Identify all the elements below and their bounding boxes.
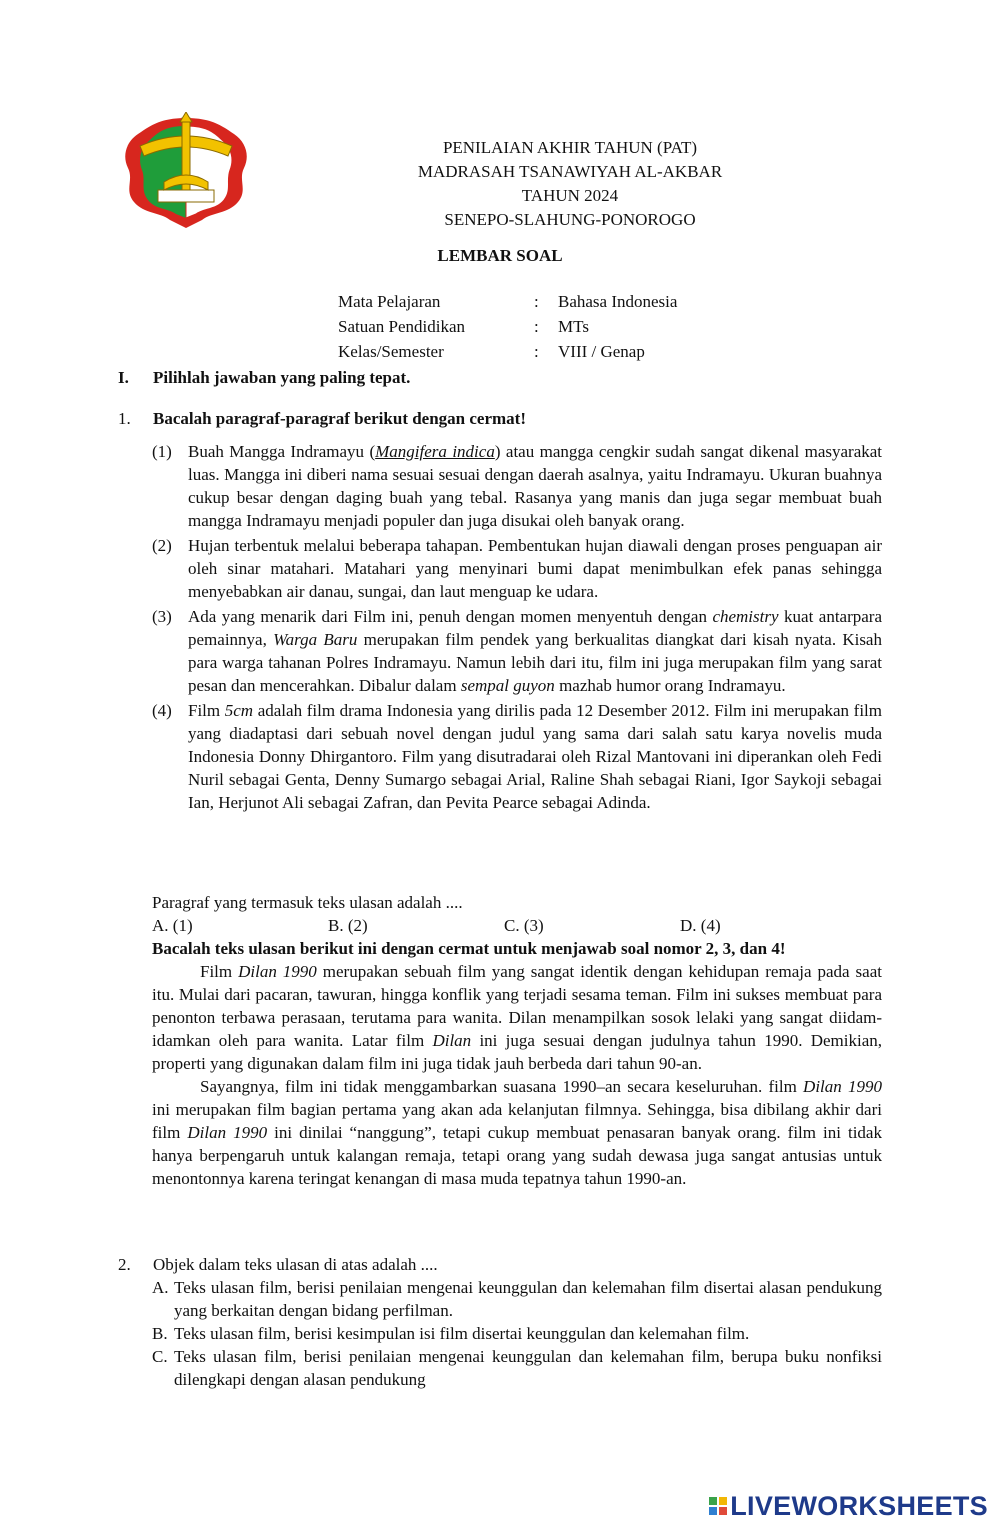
paragraph-item	[152, 699, 882, 814]
header-location: SENEPO-SLAHUNG-PONOROGO	[444, 210, 696, 229]
question-2-options	[152, 1276, 882, 1391]
paragraph-text: Film 5cm adalah film drama Indonesia yang dirilis pada 12 Desember 2012. Film ini merupakan film yang diadaptasi dari sebuah novel dengan judul yang sama dari salah satu karya novelis muda Indonesia Donny Dhirgantoro. Film yang disutradarai oleh Rizal Mantovani ini diperankan oleh Fedi Nuril sebagai Genta, Denny Sumargo sebagai Arial, Raline Shah sebagai Riani, Igor Saykoji sebagai Ian, Herjunot Ali sebagai Zafran, dan Pevita Pearce sebagai Adinda.	[188, 701, 883, 812]
meta-row	[338, 339, 677, 364]
meta-value: MTs	[558, 317, 589, 336]
header-year: TAHUN 2024	[521, 186, 619, 205]
instruction-text: Bacalah paragraf-paragraf berikut dengan cermat!	[153, 409, 527, 428]
meta-key: Kelas/Semester	[338, 342, 444, 361]
paragraph-number: (1)	[152, 442, 172, 461]
question-number: 1.	[118, 409, 131, 428]
option-d[interactable]: D. (4)	[680, 916, 721, 935]
question-text: Paragraf yang termasuk teks ulasan adalah ....	[152, 893, 463, 912]
option-b[interactable]	[152, 1322, 882, 1345]
option-c[interactable]: C. (3)	[504, 916, 544, 935]
review-instruction: Bacalah teks ulasan berikut ini dengan cermat untuk menjawab soal nomor 2, 3, dan 4!	[152, 939, 786, 958]
paragraph-list	[152, 440, 882, 816]
meta-key: Satuan Pendidikan	[338, 317, 466, 336]
exam-header	[330, 136, 810, 232]
option-text: Teks ulasan film, berisi penilaian mengenai keunggulan dan kelemahan film disertai alasan pendukung yang berkaitan dengan bidang perfilman.	[174, 1278, 882, 1320]
meta-sep: :	[534, 342, 539, 361]
meta-sep: :	[534, 292, 539, 311]
question-number: 2.	[118, 1255, 131, 1274]
meta-value: VIII / Genap	[558, 342, 645, 361]
school-logo	[120, 112, 252, 230]
answer-options	[152, 914, 882, 937]
meta-key: Mata Pelajaran	[338, 292, 441, 311]
option-c[interactable]	[152, 1345, 882, 1391]
option-a[interactable]: A. (1)	[152, 916, 193, 935]
question-text: Objek dalam teks ulasan di atas adalah ....	[153, 1255, 438, 1274]
meta-value: Bahasa Indonesia	[558, 292, 678, 311]
review-paragraph-1: Film Dilan 1990 merupakan sebuah film yang sangat identik dengan kehidupan remaja pada saat itu. Mulai dari pacaran, tawuran, hingga konflik yang terjadi sesama teman. Film ini sukses membuat para penonton terbawa perasaan, terutama para wanita. Dilan menampilkan sosok lelaki yang sangat diidam-idamkan oleh para wanita. Latar film Dilan ini juga sesuai dengan judulnya tahun 1990. Demikian, properti yang digunakan dalam film ini juga tidak jauh berbeda dari tahun 90-an.	[152, 962, 883, 1073]
header-line-1: PENILAIAN AKHIR TAHUN (PAT)	[442, 138, 698, 157]
sheet-title: LEMBAR SOAL	[437, 246, 563, 265]
subject-info	[338, 289, 677, 364]
paragraph-text: Hujan terbentuk melalui beberapa tahapan. Pembentukan hujan diawali dengan proses penguapan air oleh sinar matahari. Matahari yang menyinari bumi dapat menimbulkan efek panas sehingga menyebabkan air danau, sungai, dan laut menguap ke udara.	[188, 536, 882, 601]
option-label: A.	[152, 1278, 169, 1297]
paragraph-text: Ada yang menarik dari Film ini, penuh dengan momen menyentuh dengan chemistry kuat antarpara pemainnya, Warga Baru merupakan film pendek yang berkualitas diangkat dari kisah nyata. Kisah para warga tahanan Polres Indramayu. Namun lebih dari itu, film ini juga merupakan film yang sarat pesan dan mencerahkan. Dibalur dalam sempal guyon mazhab humor orang Indramayu.	[188, 607, 883, 695]
question-2	[118, 1253, 888, 1276]
question-1-instruction	[118, 407, 888, 430]
option-text: Teks ulasan film, berisi kesimpulan isi film disertai keunggulan dan kelemahan film.	[174, 1324, 750, 1343]
question-1-prompt	[152, 891, 882, 1190]
meta-sep: :	[534, 317, 539, 336]
paragraph-item	[152, 534, 882, 603]
paragraph-item	[152, 605, 882, 697]
paragraph-number: (2)	[152, 536, 172, 555]
option-b[interactable]: B. (2)	[328, 916, 368, 935]
liveworksheets-logo-icon	[709, 1497, 727, 1515]
brand-name: LIVEWORKSHEETS	[730, 1490, 988, 1521]
review-paragraph-2: Sayangnya, film ini tidak menggambarkan suasana 1990–an secara keseluruhan. film Dilan 1990 ini merupakan film bagian pertama yang akan ada kelanjutan filmnya. Sehingga, bisa dibilang akhir dari film Dilan 1990 ini dinilai “nanggung”, tetapi cukup membuat penasaran banyak orang. film ini tidak hanya berpengaruh untuk kalangan remaja, tetapi orang yang sudah dewasa juga sangat antusias untuk menontonnya karena teringat kenangan di masa muda tepatnya tahun 1990-an.	[152, 1077, 882, 1188]
option-label: C.	[152, 1347, 168, 1366]
paragraph-number: (3)	[152, 607, 172, 626]
header-school-name: MADRASAH TSANAWIYAH AL-AKBAR	[417, 162, 723, 181]
paragraph-text: Buah Mangga Indramayu (Mangifera indica) atau mangga cengkir sudah sangat dikenal masyarakat luas. Mangga ini diberi nama sesuai sesuai dengan daerah asalnya, yaitu Indramayu. Ukuran buahnya cukup besar dengan daging buah yang tebal. Rasanya yang manis dan juga segar membuat buah mangga Indramayu menjadi populer dan juga disukai oleh banyak orang.	[188, 442, 883, 530]
meta-row	[338, 314, 677, 339]
section-number: I.	[118, 368, 129, 387]
option-text: Teks ulasan film, berisi penilaian mengenai keunggulan dan kelemahan film, berupa buku nonfiksi dilengkapi dengan alasan pendukung	[174, 1347, 882, 1389]
option-label: B.	[152, 1324, 168, 1343]
paragraph-item	[152, 440, 882, 532]
paragraph-number: (4)	[152, 701, 172, 720]
liveworksheets-watermark	[709, 1490, 988, 1522]
meta-row	[338, 289, 677, 314]
option-a[interactable]	[152, 1276, 882, 1322]
section-heading	[118, 366, 410, 389]
section-title: Pilihlah jawaban yang paling tepat.	[153, 368, 411, 387]
